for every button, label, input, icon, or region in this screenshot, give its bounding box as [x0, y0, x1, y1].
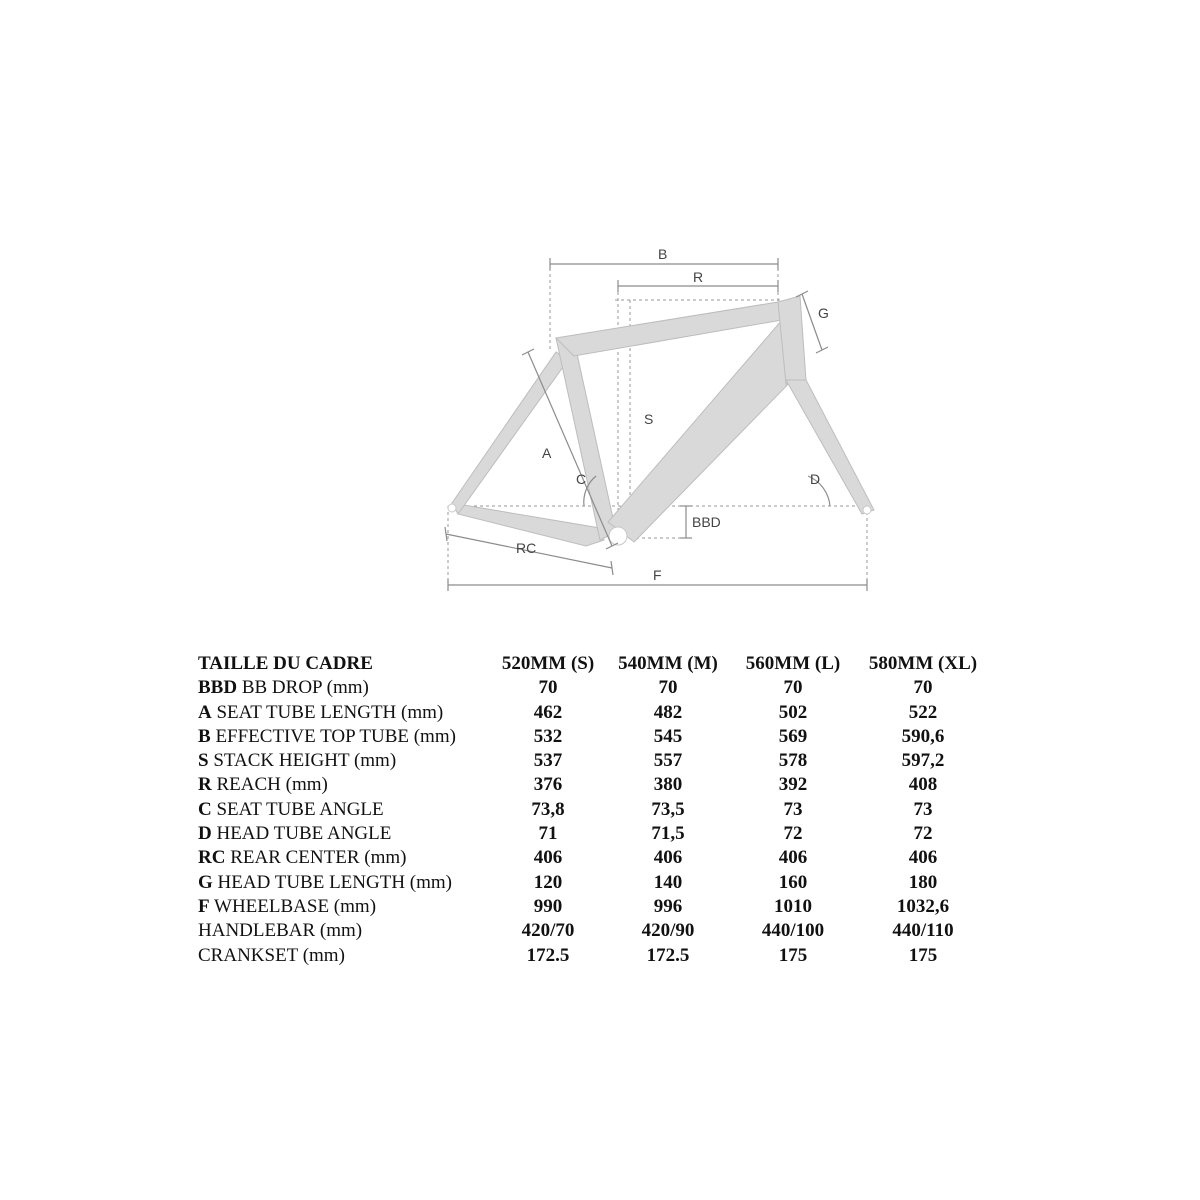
label-g: G	[818, 305, 829, 321]
value-cell: 557	[653, 750, 683, 772]
value-cell: 70	[658, 677, 678, 699]
table-row	[198, 871, 988, 895]
row-code: G	[198, 871, 213, 893]
value-cell: 590,6	[901, 725, 945, 747]
row-code: A	[198, 701, 212, 723]
value-cell: 1032,6	[896, 895, 950, 917]
row-label-text: HEAD TUBE ANGLE	[211, 823, 392, 845]
value-cell: 140	[653, 871, 683, 893]
table-row	[198, 749, 988, 773]
value-cell: 72	[783, 823, 803, 845]
header-size-m: 540MM (M)	[618, 653, 718, 674]
row-label-text: EFFECTIVE TOP TUBE (mm)	[210, 725, 456, 747]
value-cell: 1010	[774, 895, 812, 917]
value-cell: 73,5	[651, 798, 685, 820]
row-label-text: BB DROP (mm)	[237, 677, 369, 699]
value-cell: 440/110	[892, 920, 954, 942]
header-size-s: 520MM (S)	[501, 653, 595, 674]
value-cell: 532	[533, 725, 563, 747]
table-row	[198, 798, 988, 822]
label-s: S	[644, 411, 654, 427]
value-cell: 990	[533, 895, 563, 917]
value-cell: 482	[653, 701, 683, 723]
value-cell: 406	[908, 847, 938, 869]
value-cell: 522	[908, 701, 938, 723]
table-row	[198, 919, 988, 943]
label-bbd: BBD	[692, 514, 721, 530]
value-cell: 172.5	[526, 944, 570, 966]
frame-silhouette	[448, 296, 874, 546]
label-f: F	[653, 567, 662, 583]
value-cell: 180	[908, 871, 938, 893]
row-code: D	[198, 823, 212, 845]
table-row	[198, 822, 988, 846]
row-label-text: HANDLEBAR (mm)	[198, 920, 363, 942]
fork	[786, 380, 874, 514]
label-d: D	[810, 471, 821, 487]
table-row	[198, 676, 988, 700]
row-code: R	[198, 774, 212, 796]
geometry-table	[198, 652, 988, 968]
seatstay	[452, 352, 568, 514]
label-r: R	[693, 269, 704, 285]
row-label	[198, 676, 488, 700]
label-b: B	[658, 246, 668, 262]
table-row	[198, 725, 988, 749]
row-label-text: SEAT TUBE ANGLE	[211, 798, 384, 820]
value-cell: 420/70	[521, 920, 575, 942]
table-header-row	[198, 652, 988, 676]
rear-dropout	[448, 504, 456, 512]
value-cell: 406	[533, 847, 563, 869]
dimension-r	[618, 269, 778, 292]
top-tube	[556, 302, 782, 356]
row-label-text: REACH (mm)	[211, 774, 328, 796]
value-cell: 996	[653, 895, 683, 917]
value-cell: 569	[778, 725, 808, 747]
row-label	[198, 749, 488, 773]
table-row	[198, 701, 988, 725]
table-row	[198, 944, 988, 968]
value-cell: 71,5	[651, 823, 685, 845]
value-cell: 408	[908, 774, 938, 796]
row-code: B	[198, 725, 211, 747]
value-cell: 440/100	[761, 920, 825, 942]
value-cell: 597,2	[901, 750, 945, 772]
header-size-xl: 580MM (XL)	[868, 653, 978, 674]
down-tube	[608, 320, 800, 542]
value-cell: 406	[653, 847, 683, 869]
value-cell: 380	[653, 774, 683, 796]
row-code: F	[198, 895, 210, 917]
row-label-text: HEAD TUBE LENGTH (mm)	[212, 871, 453, 893]
front-dropout	[863, 506, 871, 514]
row-label	[198, 846, 488, 870]
row-code: RC	[198, 847, 226, 869]
value-cell: 462	[533, 701, 563, 723]
row-label	[198, 773, 488, 797]
table-row	[198, 895, 988, 919]
value-cell: 73	[783, 798, 803, 820]
dimension-f	[448, 567, 867, 591]
header-size-l: 560MM (L)	[745, 653, 841, 674]
header-frame-size: TAILLE DU CADRE	[198, 653, 373, 674]
row-code: S	[198, 750, 209, 772]
value-cell: 120	[533, 871, 563, 893]
row-label-text: STACK HEIGHT (mm)	[208, 750, 397, 772]
value-cell: 73	[913, 798, 933, 820]
value-cell: 70	[783, 677, 803, 699]
dimension-bbd	[680, 506, 721, 538]
geometry-table-body	[198, 676, 988, 968]
row-label	[198, 822, 488, 846]
table-row	[198, 773, 988, 797]
row-label	[198, 725, 488, 749]
row-label	[198, 895, 488, 919]
value-cell: 502	[778, 701, 808, 723]
row-label	[198, 944, 488, 968]
value-cell: 71	[538, 823, 558, 845]
label-rc: RC	[516, 540, 537, 556]
row-label-text: WHEELBASE (mm)	[209, 895, 377, 917]
row-code: BBD	[198, 677, 238, 699]
row-label	[198, 919, 488, 943]
dimension-s	[644, 411, 653, 427]
row-code: C	[198, 798, 212, 820]
value-cell: 420/90	[641, 920, 695, 942]
dimension-d	[808, 471, 830, 506]
row-label	[198, 701, 488, 725]
row-label-text: SEAT TUBE LENGTH (mm)	[211, 701, 444, 723]
row-label	[198, 871, 488, 895]
value-cell: 70	[538, 677, 558, 699]
dimension-b	[550, 246, 778, 270]
value-cell: 406	[778, 847, 808, 869]
value-cell: 578	[778, 750, 808, 772]
bottom-bracket	[609, 527, 627, 545]
value-cell: 175	[908, 944, 938, 966]
value-cell: 160	[778, 871, 808, 893]
value-cell: 537	[533, 750, 563, 772]
value-cell: 376	[533, 774, 563, 796]
value-cell: 175	[778, 944, 808, 966]
row-label-text: REAR CENTER (mm)	[225, 847, 407, 869]
table-row	[198, 846, 988, 870]
value-cell: 392	[778, 774, 808, 796]
row-label	[198, 798, 488, 822]
value-cell: 73,8	[531, 798, 565, 820]
row-label-text: CRANKSET (mm)	[198, 944, 345, 966]
value-cell: 70	[913, 677, 933, 699]
value-cell: 545	[653, 725, 683, 747]
value-cell: 172.5	[646, 944, 690, 966]
label-c: C	[576, 471, 587, 487]
value-cell: 72	[913, 823, 933, 845]
label-a: A	[542, 445, 552, 461]
seat-tube	[556, 338, 616, 540]
